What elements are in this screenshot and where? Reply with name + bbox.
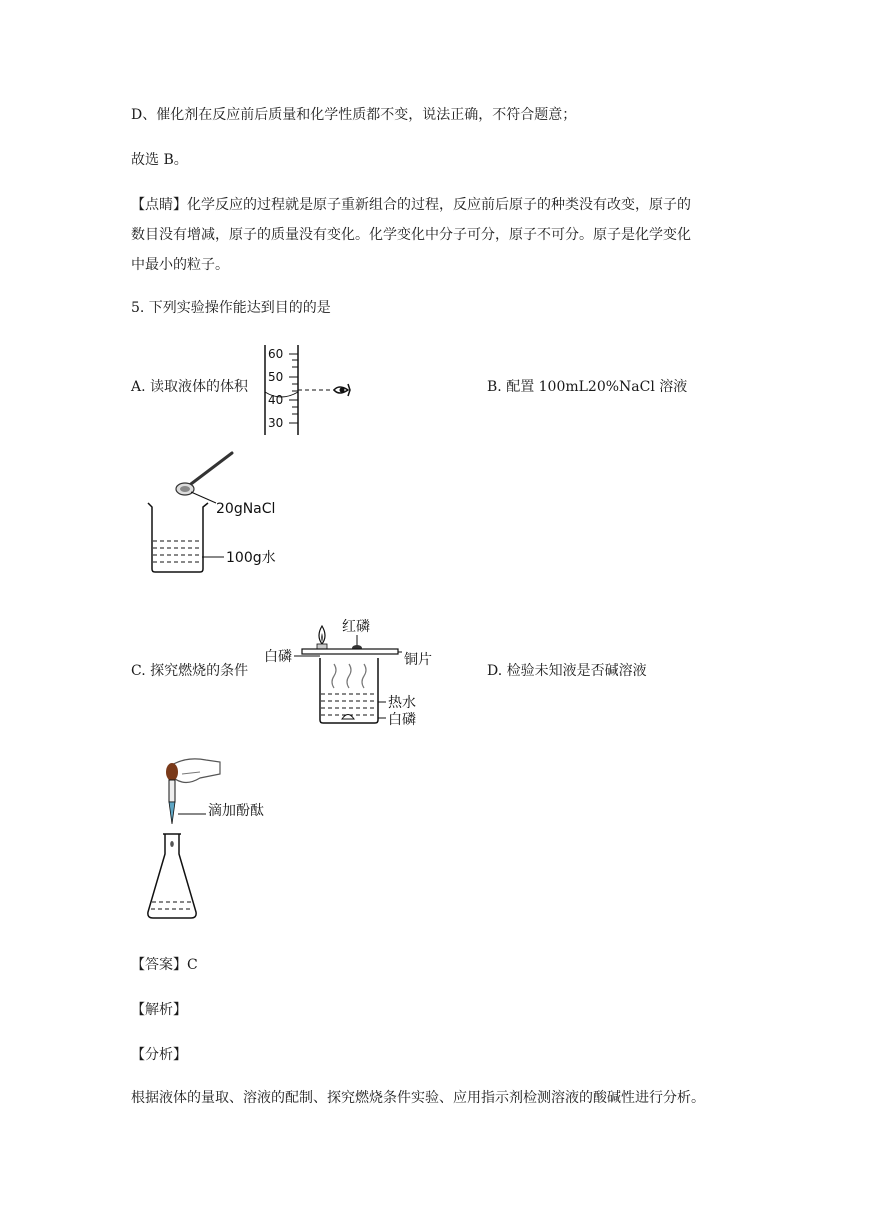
beaker-combustion bbox=[320, 658, 378, 723]
figure-graduated-cylinder bbox=[258, 340, 358, 440]
flame-icon bbox=[319, 626, 325, 644]
tick-50: 50 bbox=[268, 370, 284, 384]
option-c: C. 探究燃烧的条件 bbox=[131, 663, 249, 679]
dropper-tube bbox=[169, 780, 175, 802]
steam-icon bbox=[332, 664, 366, 688]
copper-sheet bbox=[302, 649, 398, 654]
text-choose: 故选 B。 bbox=[131, 152, 188, 168]
option-d: D. 检验未知液是否碱溶液 bbox=[487, 663, 647, 679]
tick-30: 30 bbox=[268, 416, 284, 430]
option-b: B. 配置 100mL20%NaCl 溶液 bbox=[487, 379, 688, 395]
label-nacl: 20gNaCl bbox=[216, 501, 276, 517]
question-5: 5. 下列实验操作能达到目的的是 bbox=[131, 300, 331, 316]
figure-dropper-flask bbox=[140, 752, 290, 927]
text-d-option: D、催化剂在反应前后质量和化学性质都不变，说法正确，不符合题意； bbox=[131, 107, 577, 123]
tick-40: 40 bbox=[268, 393, 284, 407]
text-tip-3: 中最小的粒子。 bbox=[131, 257, 229, 273]
label-white-phosphorus-bottom: 白磷 bbox=[388, 712, 416, 728]
label-copper: 铜片 bbox=[404, 652, 432, 668]
eye-icon bbox=[334, 384, 350, 396]
figure-combustion bbox=[262, 612, 442, 732]
white-phosphorus-piece bbox=[317, 644, 327, 649]
spoon-icon bbox=[176, 453, 232, 495]
rubber-bulb bbox=[166, 763, 178, 781]
label-phenolphthalein: 滴加酚酞 bbox=[208, 803, 264, 819]
tick-60: 60 bbox=[268, 347, 284, 361]
label-white-phosphorus-top: 白磷 bbox=[264, 649, 292, 665]
label-water: 100g水 bbox=[226, 550, 276, 566]
fenxi-heading: 【分析】 bbox=[131, 1047, 187, 1063]
text-tip-1: 【点睛】化学反应的过程就是原子重新组合的过程，反应前后原子的种类没有改变，原子的 bbox=[131, 197, 691, 213]
answer-line: 【答案】C bbox=[131, 957, 198, 973]
label-hot-water: 热水 bbox=[388, 695, 416, 711]
analysis-heading: 【解析】 bbox=[131, 1002, 187, 1018]
conclusion-text: 根据液体的量取、溶液的配制、探究燃烧条件实验、应用指示剂检测溶液的酸碱性进行分析。 bbox=[131, 1090, 705, 1106]
option-a: A. 读取液体的体积 bbox=[131, 379, 249, 395]
figure-beaker-nacl bbox=[140, 445, 310, 580]
text-tip-2: 数目没有增减，原子的质量没有变化。化学变化中分子可分，原子不可分。原子是化学变化 bbox=[131, 227, 691, 243]
label-red-phosphorus: 红磷 bbox=[342, 619, 370, 635]
